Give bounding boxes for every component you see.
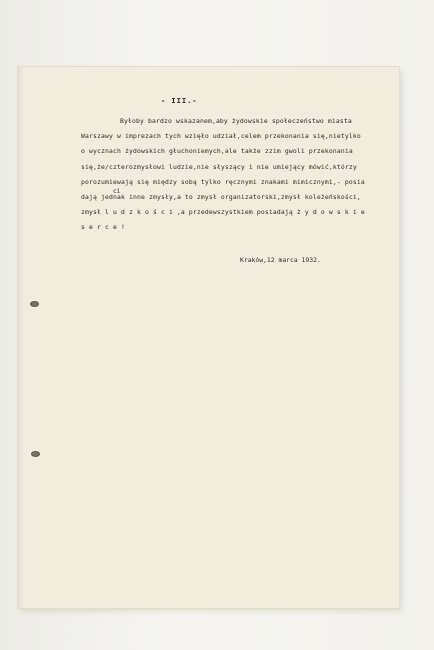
text-line: się,że/czterozmysłowi ludzie,nie słyszący i nie umiejący mówić,którzy xyxy=(81,163,357,171)
text-line: s e r c e ! xyxy=(81,223,125,231)
text-line: porozumiewają się między sobą tylko ręcznymi znakami mimicznymi,- posia xyxy=(81,178,365,186)
text-line: Byłoby bardzo wskazanem,aby żydowskie społeczeństwo miasta xyxy=(120,117,352,125)
date-line: Kraków,12 marca 1932. xyxy=(240,256,321,264)
handwritten-insertion: ci xyxy=(113,188,121,195)
text-line: o wycznach żydowskich głuchoniemych,ale także zzim gwoli przekonania xyxy=(81,147,353,155)
section-heading: - III.- xyxy=(161,97,198,105)
text-line: zmysł l u d z k o ś c i ,a przedewszystkiem posiadają ż y d o w s k i e xyxy=(81,208,365,216)
text-line: dają jednak inne zmysły,a to zmysł organizatorski,zmysł koleżeńskości, xyxy=(81,193,361,201)
text-line: Warszawy w imprezach tych wzięło udział,celem przekonania się,nietylko xyxy=(81,132,361,140)
